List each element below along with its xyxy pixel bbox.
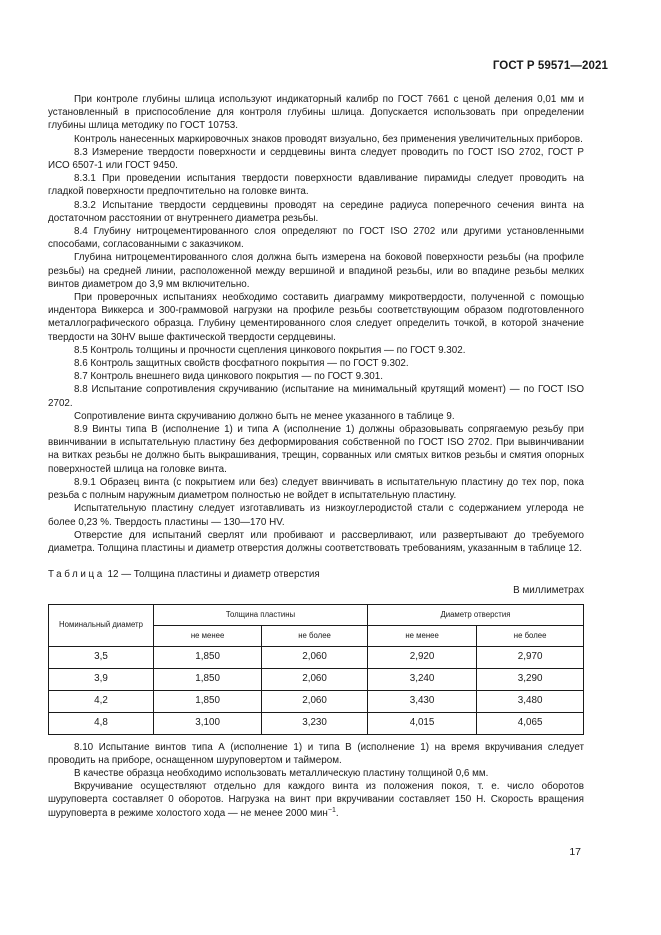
- table-row: [49, 690, 584, 712]
- cell-thickness-min: 1,850: [154, 690, 262, 712]
- paragraph: 8.5 Контроль толщины и прочности сцепления цинкового покрытия — по ГОСТ 9.302.: [74, 344, 466, 356]
- paragraph-text: Вкручивание осуществляют отдельно для каждого винта из положения покоя, т. е. число оборотов шуруповерта составляет 0 оборотов. Нагрузка на винт при вкручивании составляет 150 Н. Скорость вращения шуруповерта в режиме холостого хода — не менее 2000 мин: [48, 781, 584, 819]
- cell-thickness-min: 1,850: [154, 668, 262, 690]
- table-row: [49, 712, 584, 734]
- cell-hole-min: 3,430: [367, 690, 476, 712]
- paragraph: Глубина нитроцементированного слоя должна быть измерена на боковой поверхности резьбы (на профиле резьбы) на средней линии, расположенной между вершиной и впадиной резьбы, или во впадине резьбы мелких винтов диаметром до 3,9 мм включительно.: [48, 252, 584, 290]
- superscript-exponent: −1: [327, 806, 336, 814]
- header-thickness-min: не менее: [154, 625, 262, 646]
- paragraph: 8.3.2 Испытание твердости сердцевины проводят на середине радиуса поперечного сечения винта на достаточном расстоянии от внутреннего диаметра резьбы.: [48, 199, 584, 224]
- cell-thickness-max: 2,060: [262, 690, 368, 712]
- paragraph: 8.8 Испытание сопротивления скручиванию (испытание на минимальный крутящий момент) — по ГОСТ ISO 2702.: [48, 384, 584, 409]
- paragraph: [48, 780, 584, 820]
- cell-diameter: 3,9: [49, 668, 154, 690]
- document-code-header: ГОСТ Р 59571—2021: [492, 60, 608, 72]
- paragraph: При контроле глубины шлица используют индикаторный калибр по ГОСТ 7661 с ценой деления 0,01 мм и установленный в приспособление для контроля глубины шлица. Допускается использовать при определении глубины шлица методику по ГОСТ 10753.: [48, 94, 584, 132]
- cell-thickness-min: 3,100: [154, 712, 262, 734]
- paragraph: 8.9.1 Образец винта (с покрытием или без) следует ввинчивать в испытательную пластину до тех пор, пока резьба с полным наружным диаметром полностью не войдет в испытательную пластину.: [48, 476, 584, 502]
- cell-diameter: 3,5: [49, 646, 154, 668]
- cell-hole-min: 4,015: [367, 712, 476, 734]
- cell-thickness-max: 3,230: [262, 712, 368, 734]
- cell-hole-max: 4,065: [477, 712, 584, 734]
- paragraph: Контроль нанесенных маркировочных знаков проводят визуально, без применения увеличительных приборов.: [74, 133, 583, 145]
- paragraph: 8.10 Испытание винтов типа А (исполнение 1) и типа В (исполнение 1) на время вкручивания следует проводить на приборе, оснащенном шуруповертом и таймером.: [48, 741, 584, 766]
- paragraph: В качестве образца необходимо использовать металлическую пластину толщиной 0,6 мм.: [74, 767, 489, 779]
- paragraph: 8.4 Глубину нитроцементированного слоя определяют по ГОСТ ISO 2702 или другими установленными способами, согласованными с заказчиком.: [48, 226, 584, 251]
- table-caption-word: Таблица: [48, 569, 105, 581]
- cell-diameter: 4,8: [49, 712, 154, 734]
- table-caption: [48, 568, 584, 581]
- paragraph: При проверочных испытаниях необходимо составить диаграмму микротвердости, полученной с помощью индентора Виккерса и 300-граммовой нагрузки на профиле резьбы соответствующим образом подготовленного металлографического образца. Глубину цементированного слоя следует определить точкой, в которой значение твердости на 30HV выше фактической твердости сердцевины.: [48, 292, 584, 343]
- document-body: [48, 93, 584, 820]
- cell-thickness-max: 2,060: [262, 668, 368, 690]
- cell-hole-min: 2,920: [367, 646, 476, 668]
- header-hole-diameter: Диаметр отверстия: [367, 604, 583, 625]
- cell-hole-max: 3,290: [477, 668, 584, 690]
- table-caption-title: 12 — Толщина пластины и диаметр отверстия: [107, 569, 320, 581]
- header-hole-max: не более: [477, 625, 584, 646]
- table-row: [49, 668, 584, 690]
- header-thickness-max: не более: [262, 625, 368, 646]
- paragraph-tail: .: [335, 807, 339, 819]
- table-row: [49, 646, 584, 668]
- paragraph: Отверстие для испытаний сверлят или пробивают и рассверливают, или развертывают до требуемого диаметра. Толщина пластины и диаметр отверстия должны соответствовать требованиям, указанным в таблице 12.: [48, 529, 584, 554]
- table-12: [48, 604, 584, 735]
- cell-diameter: 4,2: [49, 690, 154, 712]
- header-plate-thickness: Толщина пластины: [154, 604, 368, 625]
- paragraph: Сопротивление винта скручиванию должно быть не менее указанного в таблице 9.: [74, 410, 455, 422]
- page-number: 17: [569, 846, 581, 858]
- header-nominal-diameter: Номинальный диаметр: [49, 604, 154, 646]
- paragraph: 8.3 Измерение твердости поверхности и сердцевины винта следует проводить по ГОСТ ISO 2702, ГОСТ Р ИСО 6507-1 или ГОСТ 9450.: [48, 146, 584, 172]
- paragraph: 8.3.1 При проведении испытания твердости поверхности вдавливание пирамиды следует проводить на гладкой поверхности предпочтительно на головке винта.: [48, 173, 584, 198]
- cell-thickness-min: 1,850: [154, 646, 262, 668]
- paragraph: 8.9 Винты типа В (исполнение 1) и типа А (исполнение 1) должны образовывать сопрягаемую резьбу при ввинчивании в испытательную пластину без деформирования собственной по ГОСТ ISO 2702. При вывинчивании на витках резьбы не должно быть выкрашивания, трещин, сорванных или смятых витков резьбы и смятия опорных поверхностей шлица на головке винта.: [48, 424, 584, 475]
- cell-hole-max: 3,480: [477, 690, 584, 712]
- paragraph: 8.6 Контроль защитных свойств фосфатного покрытия — по ГОСТ 9.302.: [74, 358, 409, 370]
- cell-hole-min: 3,240: [367, 668, 476, 690]
- cell-thickness-max: 2,060: [262, 646, 368, 668]
- table-units: В миллиметрах: [513, 585, 584, 597]
- paragraph: 8.7 Контроль внешнего вида цинкового покрытия — по ГОСТ 9.301.: [74, 371, 383, 383]
- cell-hole-max: 2,970: [477, 646, 584, 668]
- header-hole-min: не менее: [367, 625, 476, 646]
- paragraph: Испытательную пластину следует изготавливать из низкоуглеродистой стали с содержанием углерода не более 0,23 %. Твердость пластины — 130—170 HV.: [48, 503, 584, 528]
